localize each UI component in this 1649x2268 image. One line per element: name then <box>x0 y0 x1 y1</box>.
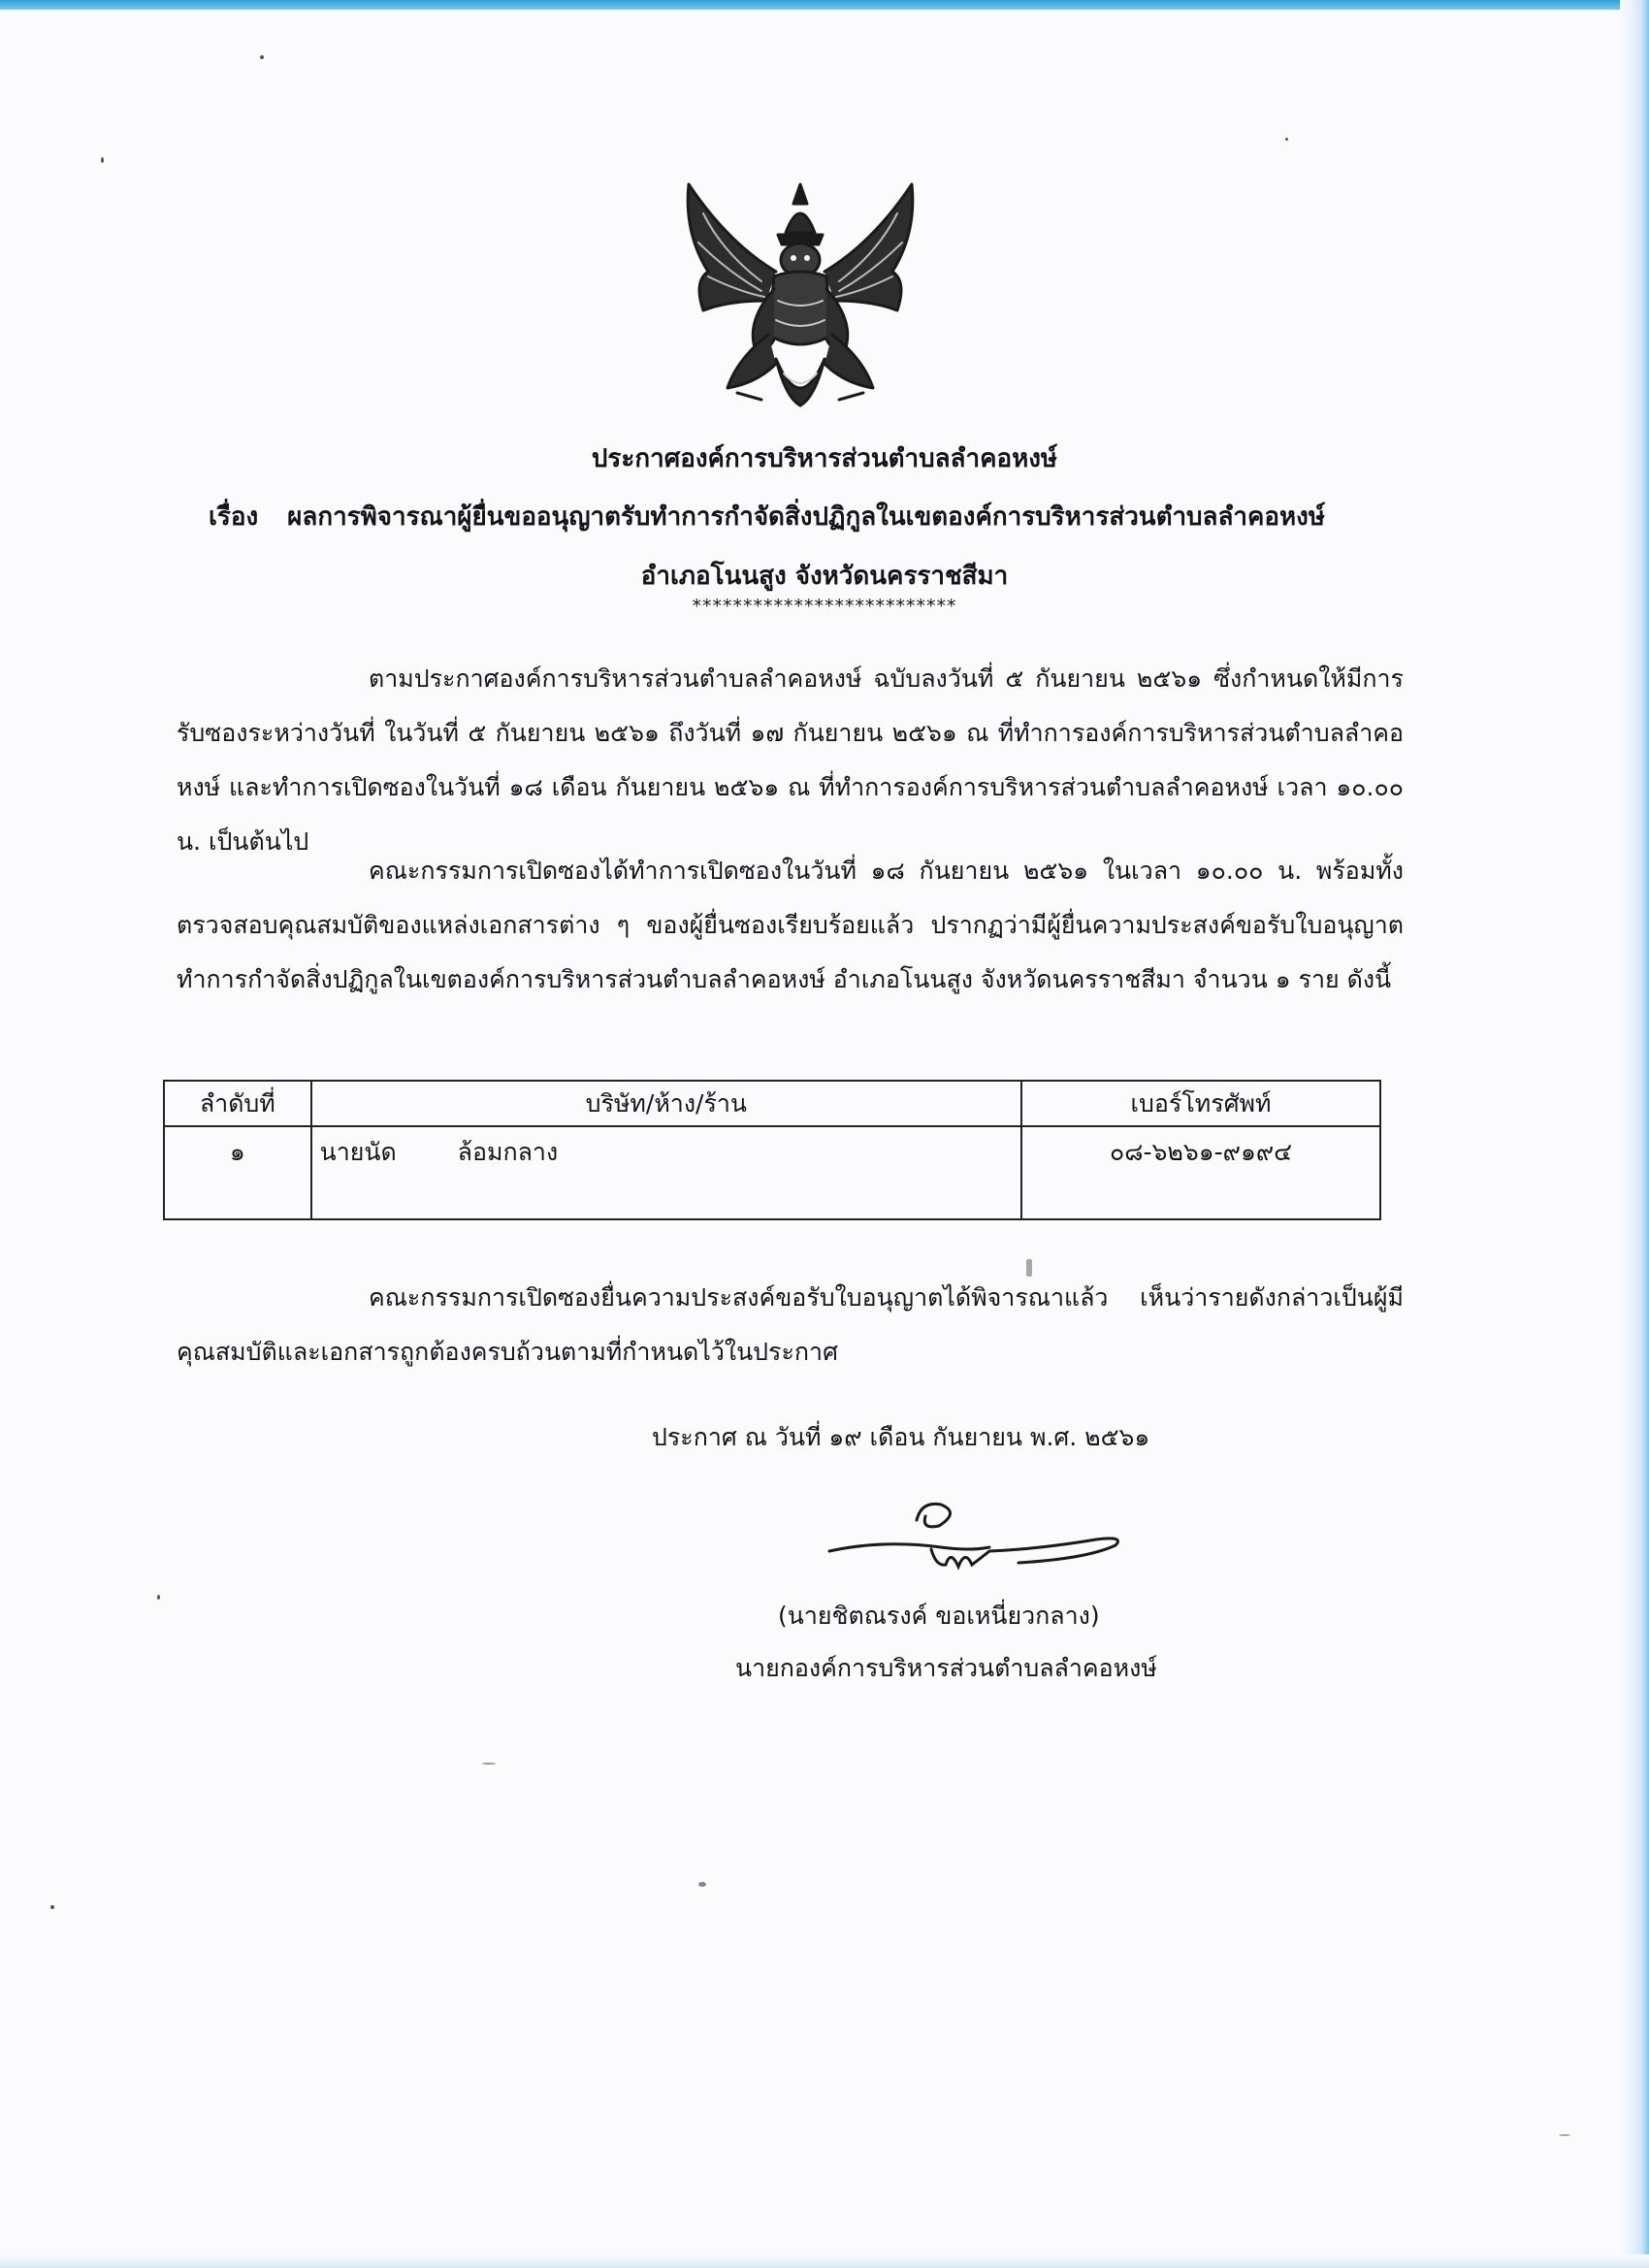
table-row <box>164 1126 1380 1219</box>
scan-speck <box>157 1595 160 1600</box>
subject-line <box>209 497 1325 536</box>
scan-edge-bottom <box>0 2254 1649 2268</box>
table-header-row <box>164 1081 1380 1126</box>
garuda-emblem-icon <box>669 175 931 422</box>
scan-speck <box>1559 2134 1570 2136</box>
header-company: บริษัท/ห้าง/ร้าน <box>311 1081 1021 1126</box>
scan-speck <box>101 157 104 163</box>
scan-speck <box>260 55 264 59</box>
paragraph-conclusion-text: คณะกรรมการเปิดซองยื่นความประสงค์ขอรับใบอนุญาตได้พิจารณาแล้ว เห็นว่ารายดังกล่าวเป็นผู้มีคุณสมบัติและเอกสารถูกต้องครบถ้วนตามที่กำหนดไว้ในประกาศ <box>177 1283 1404 1366</box>
separator-stars: ************************** <box>692 596 957 617</box>
handwritten-signature-icon <box>824 1491 1135 1588</box>
paragraph-announcement-text: ตามประกาศองค์การบริหารส่วนตำบลลำคอหงษ์ ฉบับลงวันที่ ๕ กันยายน ๒๕๖๑ ซึ่งกำหนดให้มีการรับซองระหว่างวันที่ ในวันที่ ๕ กันยายน ๒๕๖๑ ถึงวันที่ ๑๗ กันยายน ๒๕๖๑ ณ ที่ทำการองค์การบริหารส่วนตำบลลำคอหงษ์ และทำการเปิดซองในวันที่ ๑๘ เดือน กันยายน ๒๕๖๑ ณ ที่ทำการองค์การบริหารส่วนตำบลลำคอหงษ์ เวลา ๑๐.๐๐ น. เป็นต้นไป <box>177 664 1404 856</box>
header-order: ลำดับที่ <box>164 1081 311 1126</box>
row-last-name: ล้อมกลาง <box>457 1138 559 1166</box>
subject-label: เรื่อง <box>209 502 259 532</box>
signer-name: (นายชิตณรงค์ ขอเหนี่ยวกลาง) <box>778 1602 1100 1630</box>
header-phone: เบอร์โทรศัพท์ <box>1021 1081 1380 1126</box>
row-phone: ๐๘-๖๒๖๑-๙๑๙๔ <box>1021 1126 1380 1219</box>
paragraph-conclusion <box>177 1271 1404 1379</box>
scan-speck <box>1285 138 1288 141</box>
subject-location: อำเภอโนนสูง จังหวัดนครราชสีมา <box>640 562 1009 591</box>
paragraph-committee-text: คณะกรรมการเปิดซองได้ทำการเปิดซองในวันที่ ๑๘ กันยายน ๒๕๖๑ ในเวลา ๑๐.๐๐ น. พร้อมทั้งตรวจสอบคุณสมบัติของแหล่งเอกสารต่าง ๆ ของผู้ยื่นซองเรียบร้อยแล้ว ปรากฏว่ามีผู้ยื่นความประสงค์ขอรับใบอนุญาตทำการกำจัดสิ่งปฏิกูลในเขตองค์การบริหารส่วนตำบลลำคอหงษ์ อำเภอโนนสูง จังหวัดนครราชสีมา จำนวน ๑ ราย ดังนี้ <box>177 857 1404 993</box>
scan-speck <box>698 1882 706 1887</box>
paragraph-announcement <box>177 652 1404 869</box>
announcement-date: ประกาศ ณ วันที่ ๑๙ เดือน กันยายน พ.ศ. ๒๕๖๑ <box>652 1423 1150 1451</box>
row-first-name: นายนัด <box>319 1138 397 1166</box>
row-order: ๑ <box>164 1126 311 1219</box>
row-name <box>311 1126 1021 1219</box>
scan-edge-right <box>1620 0 1649 2268</box>
document-title: ประกาศองค์การบริหารส่วนตำบลลำคอหงษ์ <box>591 444 1058 473</box>
signer-position: นายกองค์การบริหารส่วนตำบลลำคอหงษ์ <box>735 1654 1157 1682</box>
scan-edge-top <box>0 0 1649 10</box>
subject-text: ผลการพิจารณาผู้ยื่นขออนุญาตรับทำการกำจัดสิ่งปฏิกูลในเขตองค์การบริหารส่วนตำบลลำคอหงษ์ <box>287 502 1326 532</box>
applicant-table <box>163 1080 1381 1220</box>
scan-speck <box>50 1905 54 1909</box>
scan-speck <box>1026 1259 1032 1277</box>
paragraph-committee <box>177 844 1404 1007</box>
scan-speck <box>482 1763 496 1765</box>
